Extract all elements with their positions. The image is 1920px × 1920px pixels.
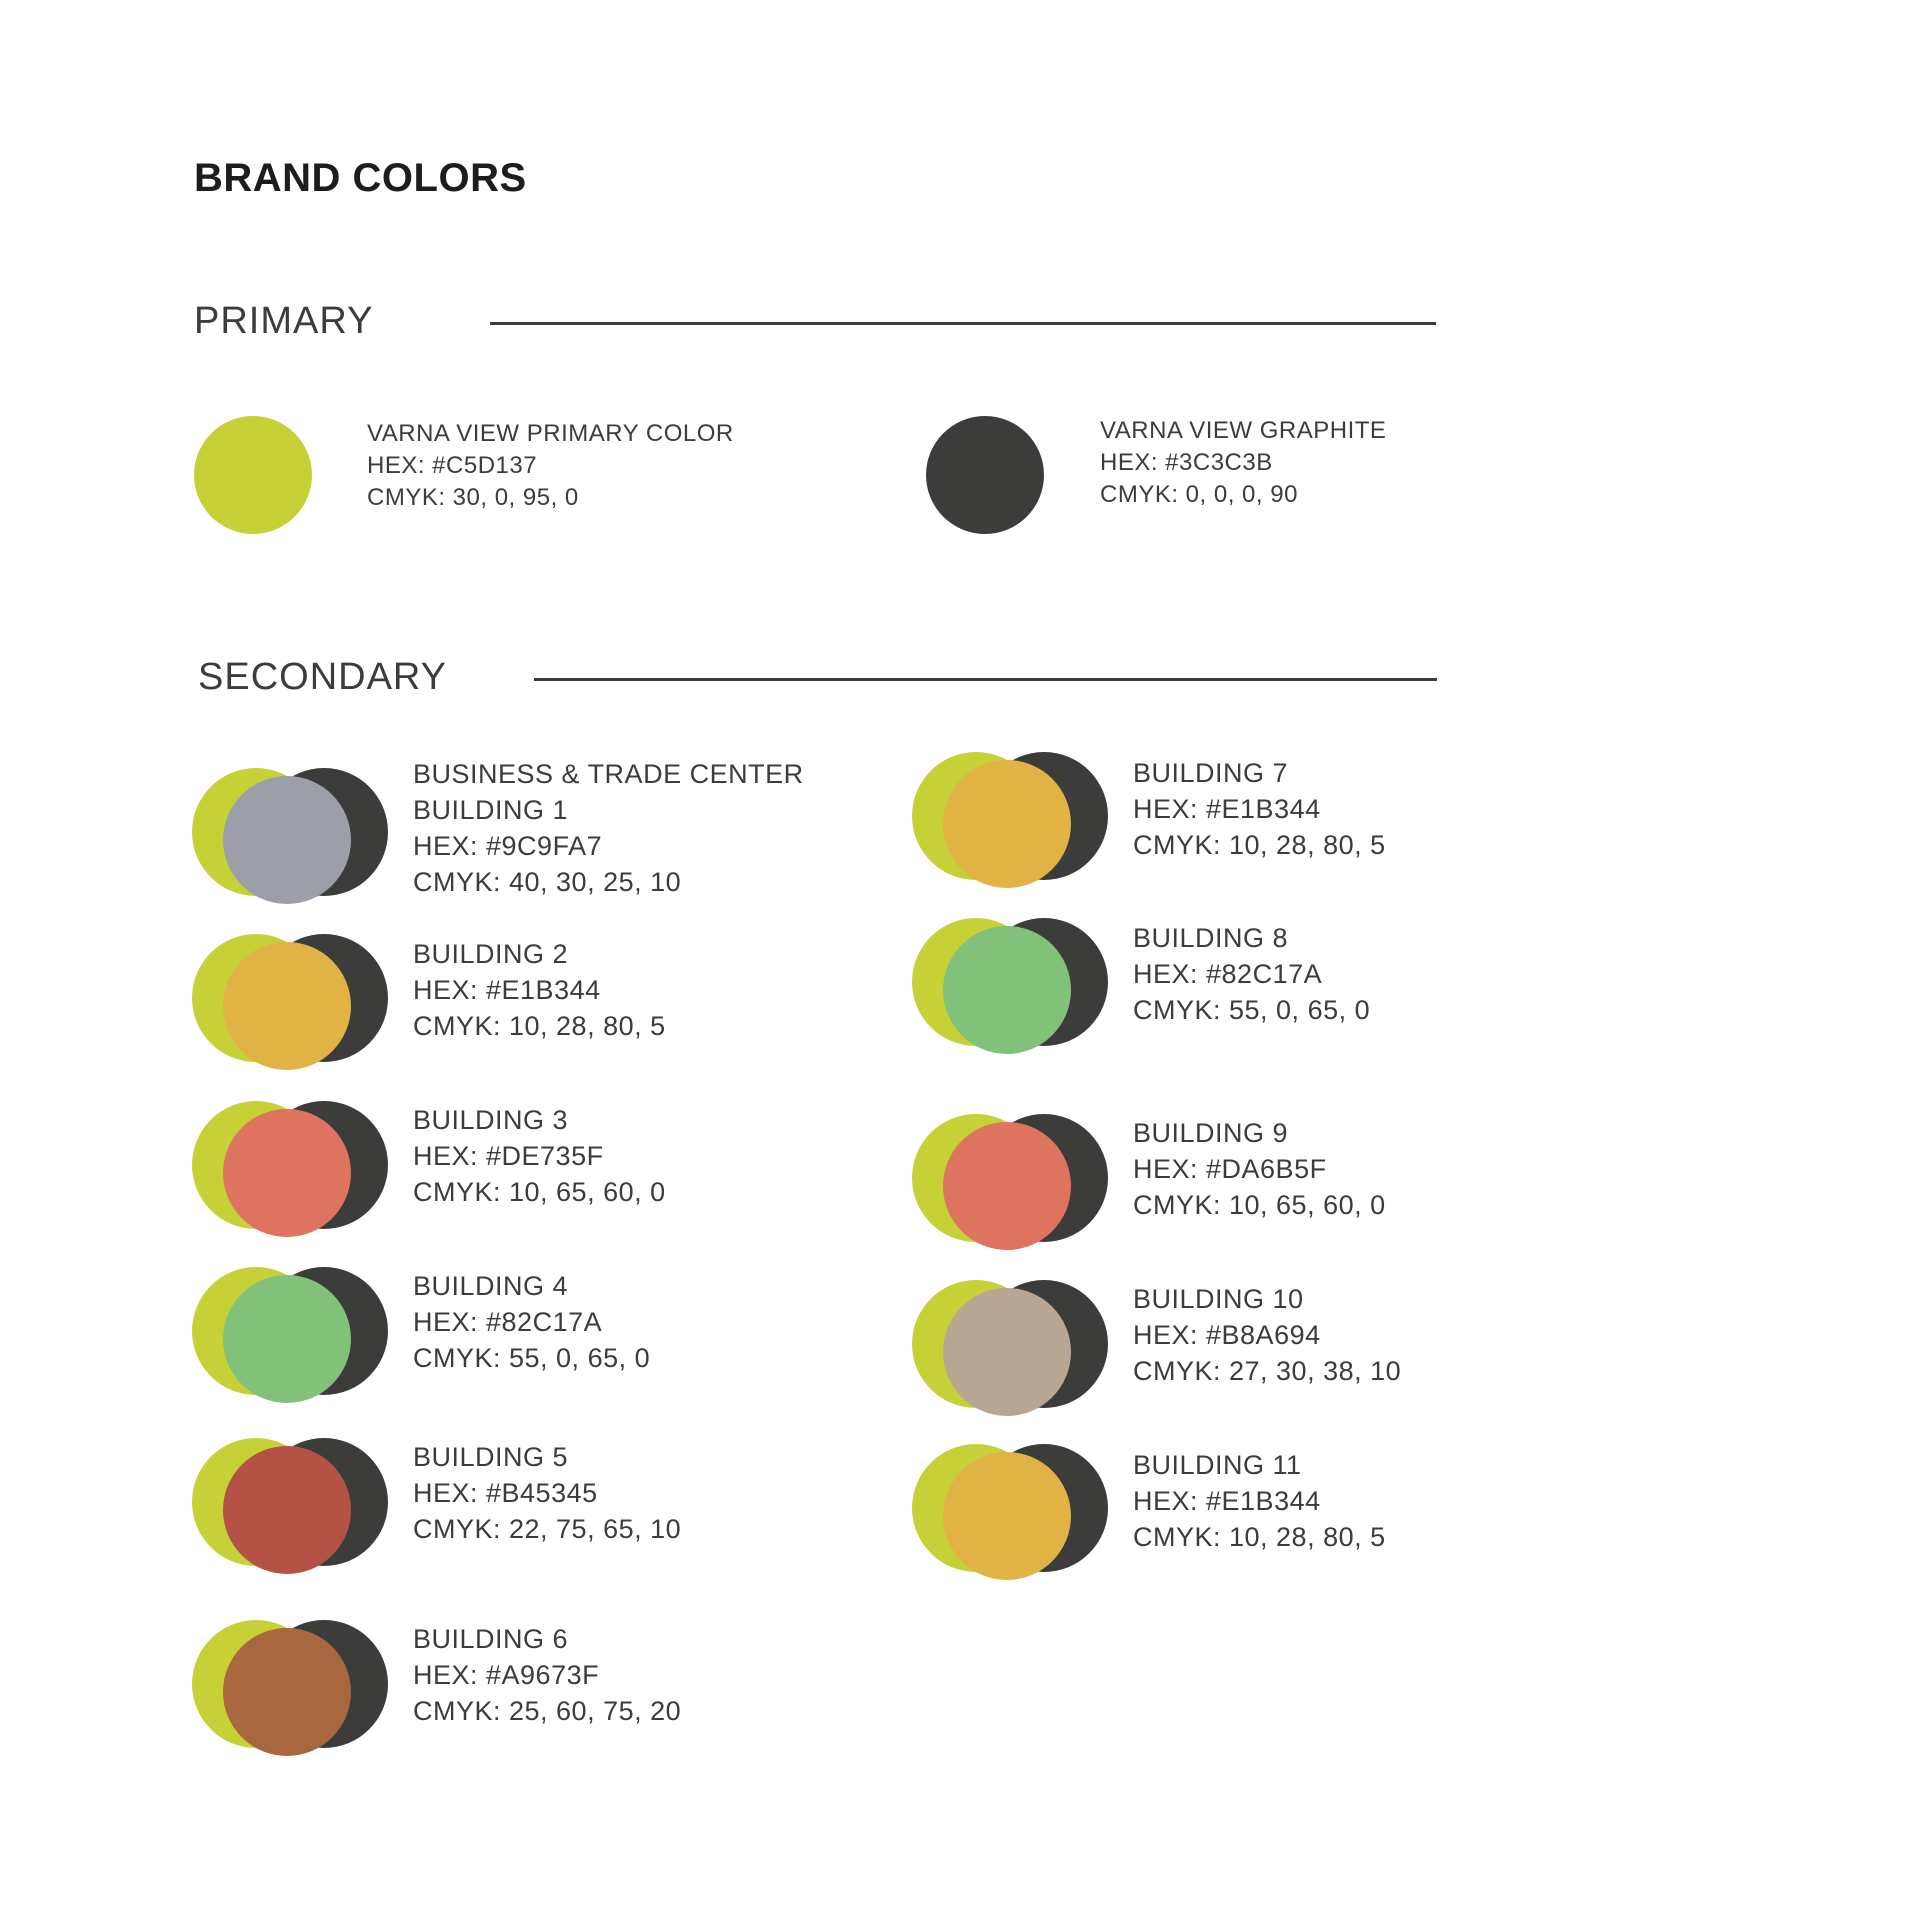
secondary-divider (534, 678, 1437, 681)
swatch-building-7 (912, 752, 1108, 888)
building-color-circle (223, 1446, 351, 1574)
color-name: BUILDING 10 (1133, 1284, 1304, 1314)
color-name: BUILDING 6 (413, 1624, 569, 1654)
color-hex: HEX: #C5D137 (367, 452, 538, 479)
color-name: BUILDING 4 (413, 1271, 569, 1301)
building-color-circle (223, 942, 351, 1070)
building-color-circle (223, 776, 351, 904)
building-color-circle (943, 760, 1071, 888)
color-cmyk: CMYK: 30, 0, 95, 0 (367, 484, 579, 511)
color-hex: HEX: #3C3C3B (1100, 449, 1273, 476)
swatch-building-9 (912, 1114, 1108, 1250)
swatch-building-5 (192, 1438, 388, 1574)
color-hex: HEX: #A9673F (413, 1660, 600, 1690)
page-title: BRAND COLORS (194, 156, 527, 200)
building-2-info (413, 936, 666, 1044)
building-color-circle (943, 1288, 1071, 1416)
building-color-circle (223, 1275, 351, 1403)
building-4-info (413, 1268, 650, 1376)
color-cmyk: CMYK: 10, 65, 60, 0 (1133, 1190, 1386, 1220)
swatch-building-8 (912, 918, 1108, 1054)
building-color-circle (223, 1109, 351, 1237)
swatch-building-10 (912, 1280, 1108, 1416)
color-name: BUILDING 7 (1133, 758, 1289, 788)
color-cmyk: CMYK: 27, 30, 38, 10 (1133, 1356, 1402, 1386)
color-hex: HEX: #B8A694 (1133, 1320, 1321, 1350)
building-10-info (1133, 1281, 1401, 1389)
color-hex: HEX: #E1B344 (1133, 1486, 1321, 1516)
building-color-circle (943, 926, 1071, 1054)
graphite-swatch (926, 416, 1044, 534)
color-name: BUILDING 2 (413, 939, 569, 969)
building-7-info (1133, 755, 1386, 863)
color-name: BUILDING 8 (1133, 923, 1289, 953)
color-hex: HEX: #E1B344 (413, 975, 601, 1005)
color-name-prefix: BUSINESS & TRADE CENTER (413, 759, 804, 789)
color-name: VARNA VIEW GRAPHITE (1100, 417, 1387, 444)
color-cmyk: CMYK: 25, 60, 75, 20 (413, 1696, 682, 1726)
swatch-building-6 (192, 1620, 388, 1756)
primary-color-info (367, 418, 734, 514)
color-cmyk: CMYK: 0, 0, 0, 90 (1100, 481, 1298, 508)
color-cmyk: CMYK: 55, 0, 65, 0 (413, 1343, 651, 1373)
color-cmyk: CMYK: 10, 28, 80, 5 (413, 1011, 666, 1041)
color-name: BUILDING 9 (1133, 1118, 1289, 1148)
color-cmyk: CMYK: 22, 75, 65, 10 (413, 1514, 682, 1544)
color-name: BUILDING 11 (1133, 1450, 1302, 1480)
swatch-building-3 (192, 1101, 388, 1237)
color-name: BUILDING 5 (413, 1442, 569, 1472)
color-cmyk: CMYK: 55, 0, 65, 0 (1133, 995, 1371, 1025)
color-hex: HEX: #DE735F (413, 1141, 604, 1171)
building-11-info (1133, 1447, 1386, 1555)
building-1-info (413, 756, 804, 900)
color-hex: HEX: #82C17A (413, 1307, 603, 1337)
building-8-info (1133, 920, 1370, 1028)
color-name: VARNA VIEW PRIMARY COLOR (367, 420, 734, 447)
color-name: BUILDING 3 (413, 1105, 569, 1135)
swatch-building-1 (192, 768, 388, 904)
color-cmyk: CMYK: 10, 28, 80, 5 (1133, 1522, 1386, 1552)
color-hex: HEX: #9C9FA7 (413, 831, 603, 861)
building-5-info (413, 1439, 681, 1547)
color-hex: HEX: #E1B344 (1133, 794, 1321, 824)
color-hex: HEX: #82C17A (1133, 959, 1323, 989)
building-9-info (1133, 1115, 1386, 1223)
primary-divider (490, 322, 1436, 325)
swatch-building-2 (192, 934, 388, 1070)
building-6-info (413, 1621, 681, 1729)
graphite-color-info (1100, 415, 1386, 511)
swatch-building-4 (192, 1267, 388, 1403)
building-color-circle (943, 1452, 1071, 1580)
primary-heading: PRIMARY (194, 300, 374, 342)
color-hex: HEX: #DA6B5F (1133, 1154, 1327, 1184)
secondary-heading: SECONDARY (198, 656, 448, 698)
swatch-building-11 (912, 1444, 1108, 1580)
primary-swatch (194, 416, 312, 534)
building-3-info (413, 1102, 666, 1210)
building-color-circle (223, 1628, 351, 1756)
color-cmyk: CMYK: 10, 65, 60, 0 (413, 1177, 666, 1207)
color-cmyk: CMYK: 40, 30, 25, 10 (413, 867, 682, 897)
building-color-circle (943, 1122, 1071, 1250)
color-cmyk: CMYK: 10, 28, 80, 5 (1133, 830, 1386, 860)
color-name: BUILDING 1 (413, 795, 569, 825)
color-hex: HEX: #B45345 (413, 1478, 598, 1508)
